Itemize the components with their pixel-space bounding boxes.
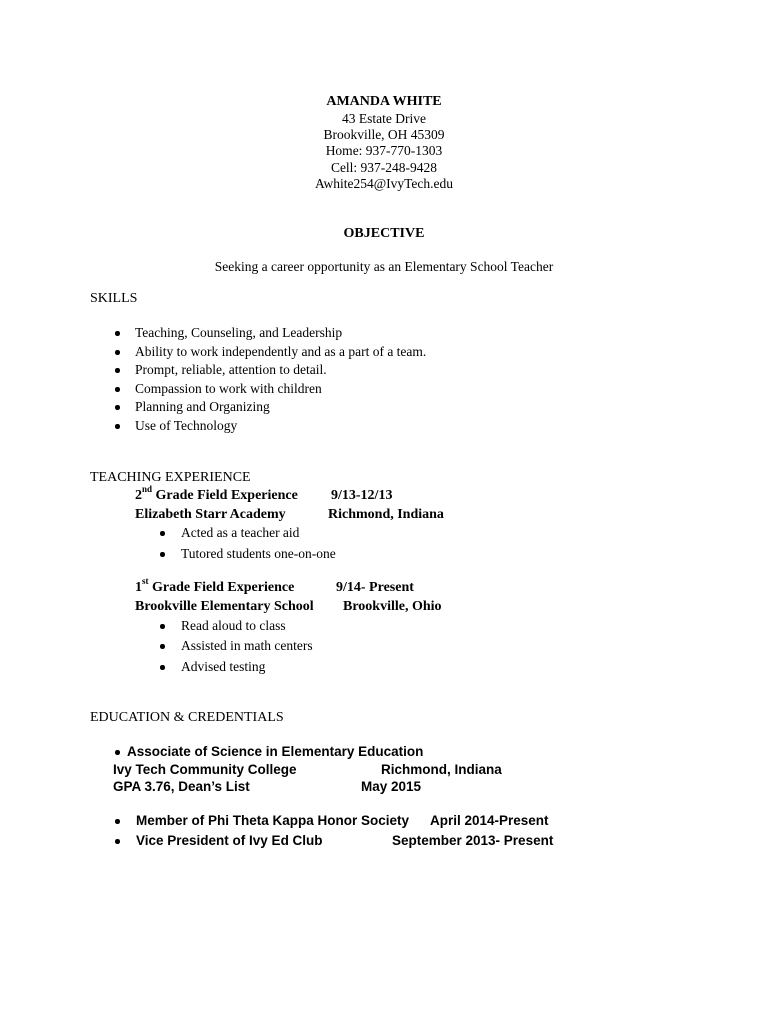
skills-heading: SKILLS xyxy=(90,291,138,306)
experience-heading: TEACHING EXPERIENCE xyxy=(90,470,251,485)
credential-name: Vice President of Ivy Ed Club xyxy=(136,833,323,848)
job-dates: 9/13-12/13 xyxy=(331,488,393,503)
job-title: 1st Grade Field Experience xyxy=(135,576,295,595)
job-duty: Acted as a teacher aid xyxy=(181,525,300,540)
bullet-icon xyxy=(115,331,120,336)
bullet-icon xyxy=(115,368,120,373)
job-location: Richmond, Indiana xyxy=(328,507,444,522)
graduation-date: May 2015 xyxy=(361,779,422,794)
skill-item: Use of Technology xyxy=(135,418,238,433)
degree-name: Associate of Science in Elementary Education xyxy=(127,744,424,759)
home-phone: Home: 937-770-1303 xyxy=(325,143,443,158)
job-duty: Assisted in math centers xyxy=(181,638,313,653)
bullet-icon xyxy=(160,624,165,629)
gpa-line: GPA 3.76, Dean’s List xyxy=(113,779,250,794)
job-school: Elizabeth Starr Academy xyxy=(135,507,286,522)
college-name: Ivy Tech Community College xyxy=(113,762,297,777)
bullet-icon xyxy=(115,750,120,755)
job-school: Brookville Elementary School xyxy=(135,599,314,614)
bullet-icon xyxy=(160,644,165,649)
job-duty: Advised testing xyxy=(181,659,266,674)
email-address: Awhite254@IvyTech.edu xyxy=(314,176,454,191)
skill-item: Planning and Organizing xyxy=(135,399,270,414)
skill-item: Compassion to work with children xyxy=(135,381,322,396)
bullet-icon xyxy=(115,350,120,355)
bullet-icon xyxy=(115,405,120,410)
skill-item: Teaching, Counseling, and Leadership xyxy=(135,325,343,340)
bullet-icon xyxy=(160,552,165,557)
bullet-icon xyxy=(115,387,120,392)
bullet-icon xyxy=(115,839,120,844)
credential-date: September 2013- Present xyxy=(392,833,554,848)
city-line: Brookville, OH 45309 xyxy=(323,127,445,142)
bullet-icon xyxy=(115,424,120,429)
job-title: 2nd Grade Field Experience xyxy=(135,484,298,503)
education-heading: EDUCATION & CREDENTIALS xyxy=(90,710,284,725)
credential-date: April 2014-Present xyxy=(430,813,549,828)
credential-name: Member of Phi Theta Kappa Honor Society xyxy=(136,813,410,828)
bullet-icon xyxy=(160,531,165,536)
cell-phone: Cell: 937-248-9428 xyxy=(330,160,438,175)
college-location: Richmond, Indiana xyxy=(381,762,502,777)
job-location: Brookville, Ohio xyxy=(343,599,442,614)
job-duty: Tutored students one-on-one xyxy=(181,546,336,561)
skill-item: Prompt, reliable, attention to detail. xyxy=(135,362,327,377)
skill-item: Ability to work independently and as a part of a team. xyxy=(135,344,427,359)
objective-heading: OBJECTIVE xyxy=(343,226,425,241)
job-duty: Read aloud to class xyxy=(181,618,286,633)
objective-text: Seeking a career opportunity as an Elementary School Teacher xyxy=(214,259,554,274)
job-dates: 9/14- Present xyxy=(336,580,414,595)
bullet-icon xyxy=(115,819,120,824)
address-line: 43 Estate Drive xyxy=(342,111,426,126)
applicant-name: AMANDA WHITE xyxy=(326,94,442,109)
bullet-icon xyxy=(160,665,165,670)
